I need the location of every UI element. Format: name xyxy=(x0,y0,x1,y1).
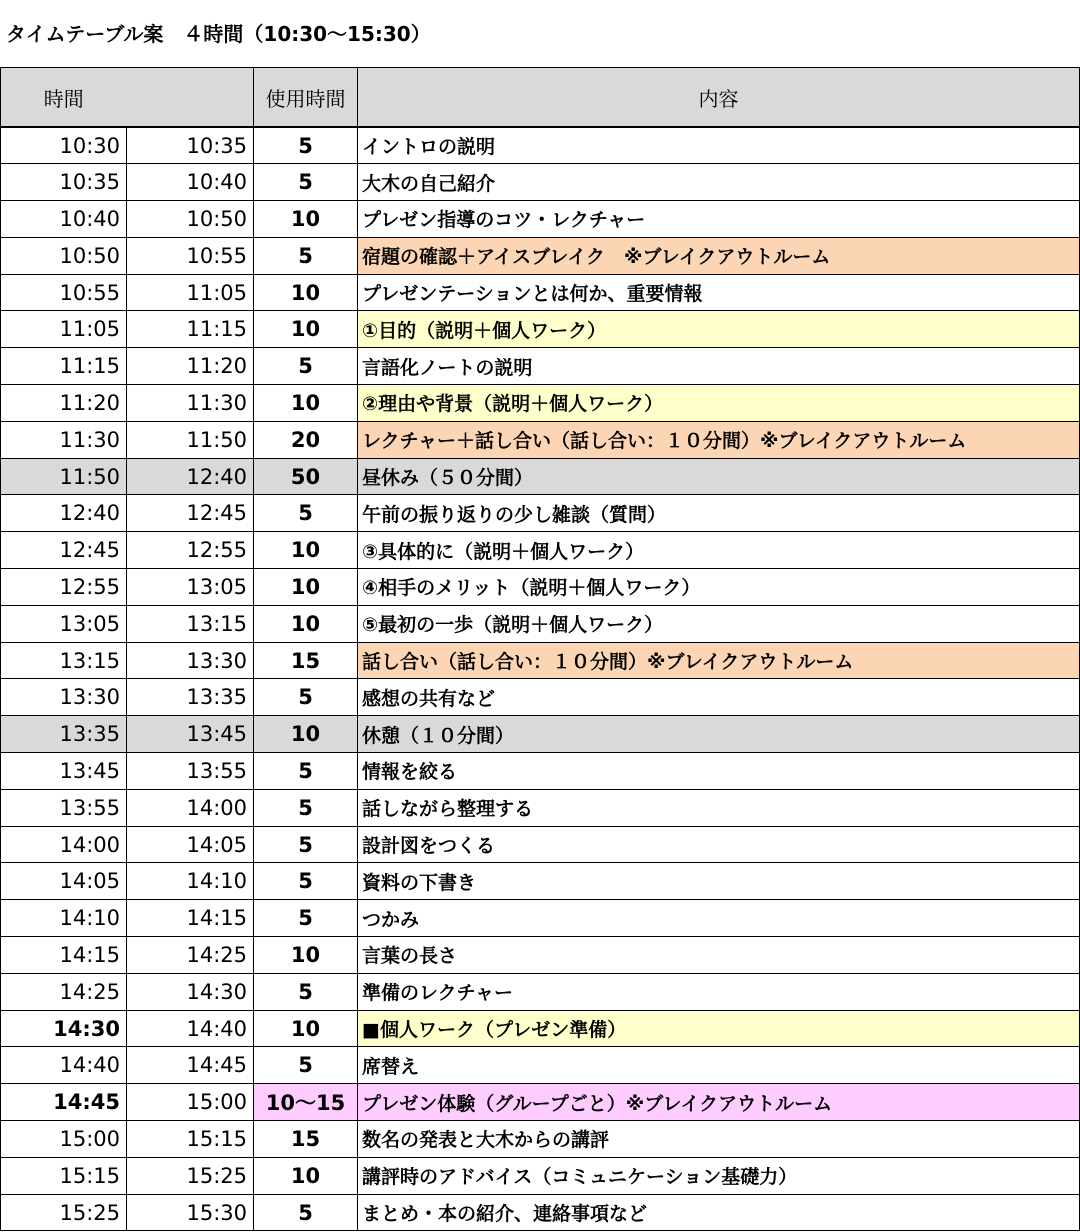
end-time-cell: 14:30 xyxy=(127,973,254,1010)
end-time-cell: 14:15 xyxy=(127,900,254,937)
content-cell: ■個人ワーク（プレゼン準備） xyxy=(358,1010,1080,1047)
end-time-cell: 13:55 xyxy=(127,753,254,790)
end-time-cell: 10:35 xyxy=(127,127,254,164)
start-time-cell: 14:00 xyxy=(1,826,127,863)
header-time-blank xyxy=(127,68,254,128)
table-row xyxy=(1,605,1080,642)
header-duration: 使用時間 xyxy=(254,68,358,128)
header-row xyxy=(1,68,1080,128)
end-time-cell: 15:15 xyxy=(127,1121,254,1158)
end-time-cell: 15:25 xyxy=(127,1157,254,1194)
start-time-cell: 14:15 xyxy=(1,937,127,974)
table-row xyxy=(1,274,1080,311)
start-time-cell: 14:10 xyxy=(1,900,127,937)
content-cell: つかみ xyxy=(358,900,1080,937)
duration-cell: 5 xyxy=(254,1047,358,1084)
start-time-cell: 12:55 xyxy=(1,569,127,606)
start-time-cell: 13:55 xyxy=(1,789,127,826)
duration-cell: 5 xyxy=(254,900,358,937)
header-time: 時間 xyxy=(1,68,127,128)
content-cell: 数名の発表と大木からの講評 xyxy=(358,1121,1080,1158)
content-cell: ①目的（説明＋個人ワーク） xyxy=(358,311,1080,348)
start-time-cell: 11:15 xyxy=(1,348,127,385)
timetable xyxy=(0,67,1080,1231)
table-row xyxy=(1,495,1080,532)
table-row xyxy=(1,753,1080,790)
end-time-cell: 13:30 xyxy=(127,642,254,679)
table-row xyxy=(1,679,1080,716)
table-row xyxy=(1,1084,1080,1121)
end-time-cell: 11:20 xyxy=(127,348,254,385)
content-cell: 設計図をつくる xyxy=(358,826,1080,863)
content-cell: 言語化ノートの説明 xyxy=(358,348,1080,385)
end-time-cell: 12:55 xyxy=(127,532,254,569)
duration-cell: 5 xyxy=(254,826,358,863)
duration-cell: 5 xyxy=(254,753,358,790)
start-time-cell: 13:15 xyxy=(1,642,127,679)
end-time-cell: 14:45 xyxy=(127,1047,254,1084)
start-time-cell: 10:35 xyxy=(1,164,127,201)
content-cell: 昼休み（５０分間） xyxy=(358,458,1080,495)
end-time-cell: 14:00 xyxy=(127,789,254,826)
content-cell: プレゼンテーションとは何か、重要情報 xyxy=(358,274,1080,311)
duration-cell: 50 xyxy=(254,458,358,495)
content-cell: 情報を絞る xyxy=(358,753,1080,790)
duration-cell: 10 xyxy=(254,716,358,753)
table-row xyxy=(1,458,1080,495)
content-cell: イントロの説明 xyxy=(358,127,1080,164)
table-row xyxy=(1,863,1080,900)
table-row xyxy=(1,569,1080,606)
table-row xyxy=(1,385,1080,422)
content-cell: 準備のレクチャー xyxy=(358,973,1080,1010)
end-time-cell: 10:55 xyxy=(127,237,254,274)
duration-cell: 20 xyxy=(254,421,358,458)
end-time-cell: 12:40 xyxy=(127,458,254,495)
start-time-cell: 13:45 xyxy=(1,753,127,790)
start-time-cell: 13:35 xyxy=(1,716,127,753)
end-time-cell: 13:05 xyxy=(127,569,254,606)
end-time-cell: 13:45 xyxy=(127,716,254,753)
start-time-cell: 14:30 xyxy=(1,1010,127,1047)
duration-cell: 5 xyxy=(254,127,358,164)
table-row xyxy=(1,937,1080,974)
content-cell: 大木の自己紹介 xyxy=(358,164,1080,201)
duration-cell: 10～15 xyxy=(254,1084,358,1121)
content-cell: 感想の共有など xyxy=(358,679,1080,716)
start-time-cell: 15:25 xyxy=(1,1194,127,1231)
duration-cell: 15 xyxy=(254,642,358,679)
duration-cell: 10 xyxy=(254,937,358,974)
start-time-cell: 11:30 xyxy=(1,421,127,458)
table-row xyxy=(1,348,1080,385)
content-cell: 席替え xyxy=(358,1047,1080,1084)
duration-cell: 10 xyxy=(254,311,358,348)
table-row xyxy=(1,900,1080,937)
duration-cell: 10 xyxy=(254,1157,358,1194)
content-cell: 午前の振り返りの少し雑談（質問） xyxy=(358,495,1080,532)
end-time-cell: 15:30 xyxy=(127,1194,254,1231)
table-row xyxy=(1,421,1080,458)
duration-cell: 10 xyxy=(254,1010,358,1047)
duration-cell: 5 xyxy=(254,495,358,532)
duration-cell: 10 xyxy=(254,274,358,311)
end-time-cell: 12:45 xyxy=(127,495,254,532)
start-time-cell: 10:50 xyxy=(1,237,127,274)
table-row xyxy=(1,642,1080,679)
start-time-cell: 14:25 xyxy=(1,973,127,1010)
duration-cell: 15 xyxy=(254,1121,358,1158)
content-cell: 休憩（１０分間） xyxy=(358,716,1080,753)
end-time-cell: 15:00 xyxy=(127,1084,254,1121)
content-cell: まとめ・本の紹介、連絡事項など xyxy=(358,1194,1080,1231)
table-row xyxy=(1,1157,1080,1194)
page-title: タイムテーブル案 ４時間（10:30～15:30） xyxy=(6,22,431,46)
end-time-cell: 10:40 xyxy=(127,164,254,201)
duration-cell: 5 xyxy=(254,1194,358,1231)
table-row xyxy=(1,826,1080,863)
table-row xyxy=(1,716,1080,753)
start-time-cell: 11:20 xyxy=(1,385,127,422)
start-time-cell: 10:30 xyxy=(1,127,127,164)
content-cell: 言葉の長さ xyxy=(358,937,1080,974)
table-row xyxy=(1,237,1080,274)
duration-cell: 10 xyxy=(254,605,358,642)
content-cell: 話し合い（話し合い：１０分間）※ブレイクアウトルーム xyxy=(358,642,1080,679)
start-time-cell: 11:50 xyxy=(1,458,127,495)
header-content: 内容 xyxy=(358,68,1080,128)
end-time-cell: 13:35 xyxy=(127,679,254,716)
duration-cell: 5 xyxy=(254,679,358,716)
content-cell: プレゼン体験（グループごと）※ブレイクアウトルーム xyxy=(358,1084,1080,1121)
start-time-cell: 13:30 xyxy=(1,679,127,716)
content-cell: ②理由や背景（説明＋個人ワーク） xyxy=(358,385,1080,422)
end-time-cell: 14:25 xyxy=(127,937,254,974)
table-row xyxy=(1,311,1080,348)
duration-cell: 10 xyxy=(254,532,358,569)
content-cell: 講評時のアドバイス（コミュニケーション基礎力） xyxy=(358,1157,1080,1194)
table-row xyxy=(1,789,1080,826)
end-time-cell: 14:40 xyxy=(127,1010,254,1047)
end-time-cell: 14:05 xyxy=(127,826,254,863)
duration-cell: 5 xyxy=(254,237,358,274)
table-row xyxy=(1,532,1080,569)
content-cell: プレゼン指導のコツ・レクチャー xyxy=(358,201,1080,238)
table-row xyxy=(1,1047,1080,1084)
end-time-cell: 11:15 xyxy=(127,311,254,348)
content-cell: ④相手のメリット（説明＋個人ワーク） xyxy=(358,569,1080,606)
duration-cell: 10 xyxy=(254,385,358,422)
content-cell: レクチャー＋話し合い（話し合い：１０分間）※ブレイクアウトルーム xyxy=(358,421,1080,458)
start-time-cell: 14:05 xyxy=(1,863,127,900)
duration-cell: 5 xyxy=(254,973,358,1010)
table-row xyxy=(1,973,1080,1010)
duration-cell: 5 xyxy=(254,863,358,900)
start-time-cell: 11:05 xyxy=(1,311,127,348)
duration-cell: 5 xyxy=(254,348,358,385)
start-time-cell: 14:45 xyxy=(1,1084,127,1121)
content-cell: 話しながら整理する xyxy=(358,789,1080,826)
start-time-cell: 13:05 xyxy=(1,605,127,642)
start-time-cell: 15:15 xyxy=(1,1157,127,1194)
table-row xyxy=(1,1194,1080,1231)
duration-cell: 10 xyxy=(254,569,358,606)
content-cell: ⑤最初の一歩（説明＋個人ワーク） xyxy=(358,605,1080,642)
duration-cell: 10 xyxy=(254,201,358,238)
start-time-cell: 12:45 xyxy=(1,532,127,569)
start-time-cell: 15:00 xyxy=(1,1121,127,1158)
table-row xyxy=(1,164,1080,201)
start-time-cell: 10:40 xyxy=(1,201,127,238)
end-time-cell: 11:30 xyxy=(127,385,254,422)
start-time-cell: 10:55 xyxy=(1,274,127,311)
table-row xyxy=(1,1010,1080,1047)
content-cell: 資料の下書き xyxy=(358,863,1080,900)
table-row xyxy=(1,1121,1080,1158)
content-cell: 宿題の確認＋アイスブレイク ※ブレイクアウトルーム xyxy=(358,237,1080,274)
start-time-cell: 12:40 xyxy=(1,495,127,532)
end-time-cell: 10:50 xyxy=(127,201,254,238)
duration-cell: 5 xyxy=(254,164,358,201)
duration-cell: 5 xyxy=(254,789,358,826)
end-time-cell: 11:05 xyxy=(127,274,254,311)
table-row xyxy=(1,127,1080,164)
start-time-cell: 14:40 xyxy=(1,1047,127,1084)
end-time-cell: 14:10 xyxy=(127,863,254,900)
content-cell: ③具体的に（説明＋個人ワーク） xyxy=(358,532,1080,569)
end-time-cell: 13:15 xyxy=(127,605,254,642)
timetable-body xyxy=(1,127,1080,1231)
end-time-cell: 11:50 xyxy=(127,421,254,458)
table-row xyxy=(1,201,1080,238)
